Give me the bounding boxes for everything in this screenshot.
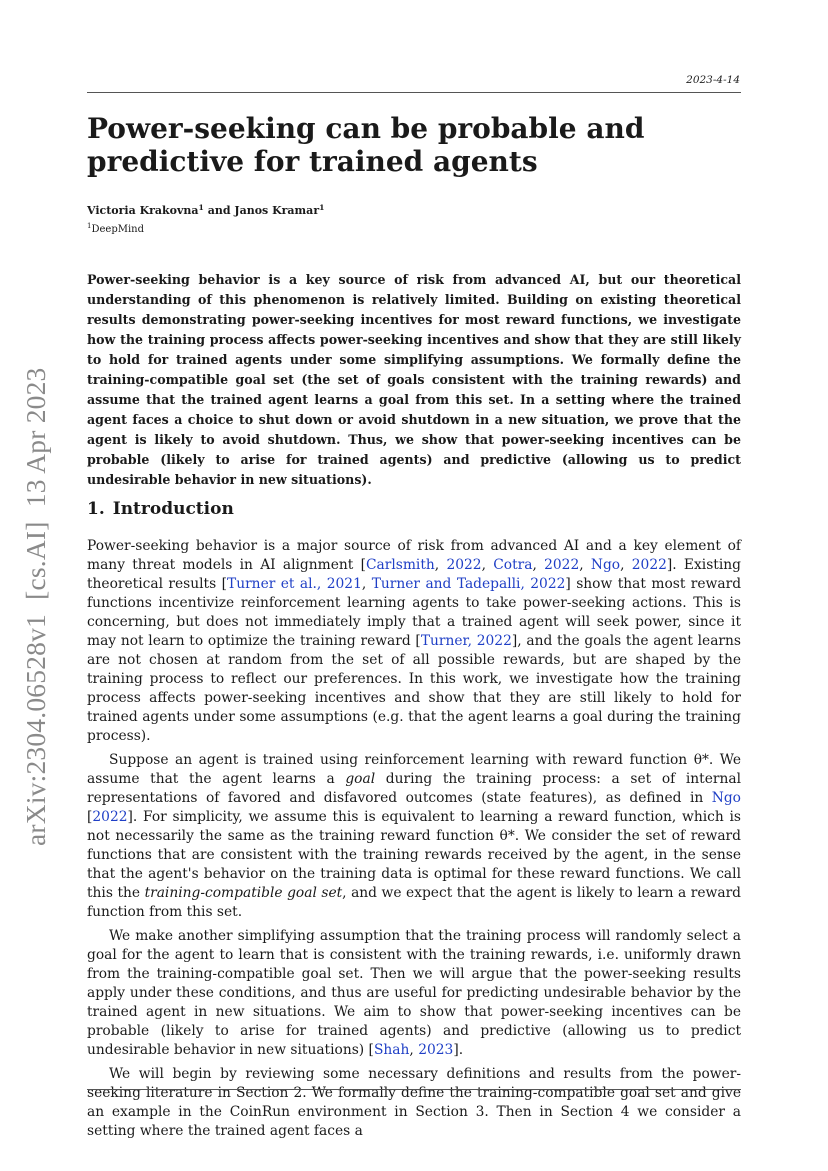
citation-link[interactable]: Ngo xyxy=(711,790,741,806)
paragraph xyxy=(87,927,741,1060)
text-run: [ xyxy=(87,809,93,825)
header-date: 2023-4-14 xyxy=(686,74,740,86)
header-rule xyxy=(87,92,741,93)
affiliation-marker: 1 xyxy=(87,222,92,230)
section-heading-introduction xyxy=(87,499,234,519)
text-run: We make another simplifying assumption that the training process will randomly select a goal for the agent to learn that is consistent with the training rewards, i.e. uniformly drawn from the training-compatible goal set. Then we will argue that the power-seeking results apply under these conditions, and thus are useful for predicting undesirable behavior by the trained agent in new situations. We aim to show that power-seeking incentives can be probable (likely to arise for trained agents) and predictive (allowing us to predict undesirable behavior in new situations) [ xyxy=(87,928,741,1058)
citation-link[interactable]: Cotra xyxy=(493,557,533,573)
citation-link[interactable]: Turner et al., 2021 xyxy=(227,576,362,592)
abstract: Power-seeking behavior is a key source of risk from advanced AI, but our theoretical understanding of this phenomenon is relatively limited. Building on existing theoretical results demonstrating power-seeking incentives for most reward functions, we investigate how the training process affects power-seeking incentives and show that they are still likely to hold for trained agents under some simplifying assumptions. We formally define the training-compatible goal set (the set of goals consistent with the training rewards) and assume that the trained agent learns a goal from this set. In a setting where the trained agent faces a choice to shut down or avoid shutdown in a new situation, we prove that the agent is likely to avoid shutdown. Thus, we show that power-seeking incentives can be probable (likely to arise for trained agents) and predictive (allowing us to predict undesirable behavior in new situations). xyxy=(87,272,741,487)
text-run: , xyxy=(620,557,632,573)
text-run: , xyxy=(409,1042,419,1058)
author-list xyxy=(87,203,324,217)
paper-title: Power-seeking can be probable and predictive for trained agents xyxy=(87,112,645,178)
citation-link[interactable]: Turner, 2022 xyxy=(420,633,512,649)
footer-rule xyxy=(87,1089,741,1090)
text-run: , and we expect that the agent is likely to learn a reward function from this set. xyxy=(87,885,741,920)
emphasis-text: training-compatible goal set xyxy=(144,885,343,901)
citation-link[interactable]: Ngo xyxy=(590,557,621,573)
affiliation-marker: 1 xyxy=(319,203,325,212)
affiliation xyxy=(87,222,144,235)
affiliation-marker: 1 xyxy=(198,203,204,212)
text-run: ]. For simplicity, we assume this is equivalent to learning a reward function, which is not necessarily the same as the training reward function θ*. We consider the set of reward functions that are consistent with the training rewards received by the agent, in the sense that the agent's behavior on the training data is optimal for these reward functions. We call this the xyxy=(87,809,741,901)
text-run: , xyxy=(361,576,372,592)
introduction-body xyxy=(87,537,741,1146)
citation-link[interactable]: 2023 xyxy=(418,1042,454,1058)
citation-link[interactable]: Turner and Tadepalli, 2022 xyxy=(371,576,566,592)
paragraph xyxy=(87,537,741,746)
citation-link[interactable]: Carlsmith xyxy=(365,557,435,573)
citation-link[interactable]: 2022 xyxy=(446,557,482,573)
text-run: Suppose an agent is trained using reinforcement learning with reward function θ*. We assume that the agent learns a xyxy=(87,752,741,787)
text-run: ] show that most reward functions incentivize reinforcement learning agents to take power-seeking actions. This is concerning, but does not immediately imply that a trained agent will seek power, since it may not learn to optimize the training reward [ xyxy=(87,576,742,649)
section-title: Introduction xyxy=(112,499,234,519)
text-run: , xyxy=(532,557,545,573)
paragraph xyxy=(87,1065,741,1141)
text-run: , xyxy=(579,557,591,573)
citation-link[interactable]: 2022 xyxy=(631,557,667,573)
text-run: ], and the goals the agent learns are not chosen at random from the set of all possible rewards, but are shaped by the training process to reflect our preferences. In this work, we investigate how the training process affects power-seeking incentives and show that they are still likely to hold for trained agents under some assumptions (e.g. that the agent learns a goal during the training process). xyxy=(87,633,741,744)
text-run: , xyxy=(481,557,494,573)
author-separator: and xyxy=(203,204,235,217)
author-name: Janos Kramar xyxy=(234,204,320,217)
emphasis-text: goal xyxy=(345,771,376,787)
section-number: 1. xyxy=(87,499,105,519)
citation-link[interactable]: 2022 xyxy=(92,809,128,825)
text-run: , xyxy=(434,557,447,573)
text-run: ]. xyxy=(453,1042,464,1058)
affiliation-name: DeepMind xyxy=(91,224,145,235)
text-run: during the training process: a set of internal representations of favored and disfavored outcomes (state features), as defined in xyxy=(87,771,741,806)
citation-link[interactable]: Shah xyxy=(373,1042,410,1058)
paragraph xyxy=(87,751,741,922)
author-name: Victoria Krakovna xyxy=(87,204,199,217)
text-run: We will begin by reviewing some necessary definitions and results from the power-seeking literature in Section 2. We formally define the training-compatible goal set and give an example in the CoinRun environment in Section 3. Then in Section 4 we consider a setting where the trained agent faces a xyxy=(87,1066,741,1139)
arxiv-identifier-stamp: arXiv:2304.06528v1 [cs.AI] 13 Apr 2023 xyxy=(20,367,51,846)
text-run: Power-seeking behavior is a major source of risk from advanced AI and a key element of many threat models in AI alignment [ xyxy=(87,538,741,573)
text-run: ]. Existing theoretical results [ xyxy=(87,557,741,592)
citation-link[interactable]: 2022 xyxy=(544,557,580,573)
